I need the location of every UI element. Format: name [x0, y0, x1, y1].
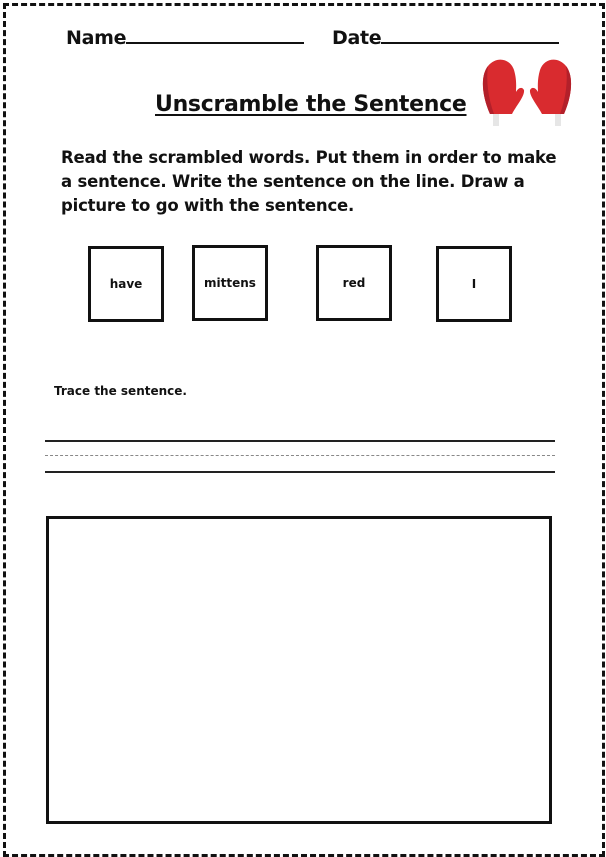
name-field[interactable]: [66, 24, 304, 49]
trace-label: Trace the sentence.: [54, 384, 187, 398]
writing-line-mid: [45, 455, 555, 456]
word-card[interactable]: have: [88, 246, 164, 322]
writing-line-bottom[interactable]: [45, 471, 555, 473]
red-mittens-icon: [480, 56, 574, 128]
word-card[interactable]: red: [316, 245, 392, 321]
writing-line-top[interactable]: [45, 440, 555, 442]
name-label: Name: [66, 27, 127, 49]
date-label: Date: [332, 27, 382, 49]
date-blank[interactable]: [381, 24, 559, 44]
page-title: Unscramble the Sentence: [155, 92, 467, 117]
word-card[interactable]: I: [436, 246, 512, 322]
name-blank[interactable]: [126, 24, 304, 44]
drawing-area[interactable]: [46, 516, 552, 824]
word-card[interactable]: mittens: [192, 245, 268, 321]
date-field[interactable]: [332, 24, 559, 49]
instructions-text: Read the scrambled words. Put them in order to make a sentence. Write the sentence on the line. Draw a picture to go with the sentence.: [61, 148, 557, 215]
